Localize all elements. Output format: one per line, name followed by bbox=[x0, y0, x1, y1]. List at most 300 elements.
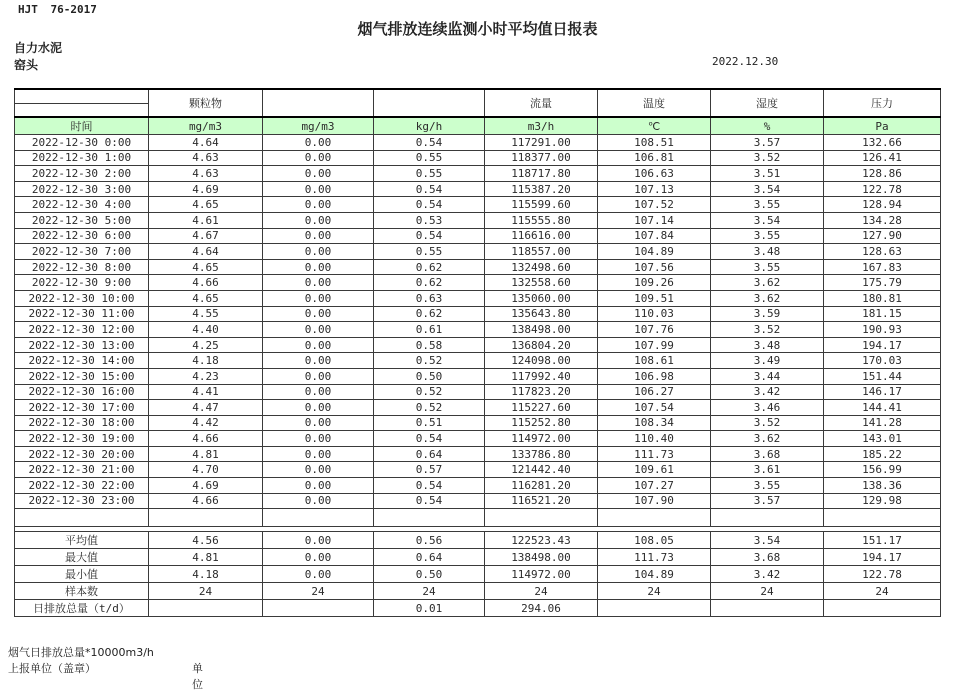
summary-label: 最大值 bbox=[15, 549, 149, 566]
value-cell: 0.63 bbox=[374, 290, 485, 306]
summary-row bbox=[15, 532, 941, 549]
value-cell: 3.55 bbox=[711, 259, 824, 275]
value-cell: 0.54 bbox=[374, 493, 485, 509]
unit-cell: mg/m3 bbox=[263, 117, 374, 135]
value-cell: 4.65 bbox=[149, 259, 263, 275]
table-row bbox=[15, 259, 941, 275]
summary-value-cell: 3.54 bbox=[711, 532, 824, 549]
value-cell: 0.61 bbox=[374, 322, 485, 338]
summary-value-cell: 104.89 bbox=[598, 566, 711, 583]
value-cell: 0.00 bbox=[263, 493, 374, 509]
value-cell: 185.22 bbox=[824, 446, 941, 462]
value-cell: 107.90 bbox=[598, 493, 711, 509]
time-cell: 2022-12-30 1:00 bbox=[15, 150, 149, 166]
table-row bbox=[15, 135, 941, 151]
value-cell: 151.44 bbox=[824, 368, 941, 384]
value-cell: 3.52 bbox=[711, 150, 824, 166]
value-cell: 3.55 bbox=[711, 228, 824, 244]
value-cell: 170.03 bbox=[824, 353, 941, 369]
value-cell: 0.54 bbox=[374, 431, 485, 447]
table-row bbox=[15, 368, 941, 384]
value-cell: 0.64 bbox=[374, 446, 485, 462]
value-cell: 0.50 bbox=[374, 368, 485, 384]
value-cell: 0.00 bbox=[263, 212, 374, 228]
flow-total-note: 烟气日排放总量*10000m3/h bbox=[8, 646, 154, 659]
time-cell: 2022-12-30 21:00 bbox=[15, 462, 149, 478]
value-cell: 117823.20 bbox=[485, 384, 598, 400]
value-cell: 128.86 bbox=[824, 166, 941, 182]
pressure-header-cell: 压力 bbox=[824, 89, 941, 117]
time-column-header: 时间 bbox=[15, 117, 149, 135]
time-cell: 2022-12-30 6:00 bbox=[15, 228, 149, 244]
time-cell: 2022-12-30 13:00 bbox=[15, 337, 149, 353]
value-cell: 4.23 bbox=[149, 368, 263, 384]
value-cell: 115555.80 bbox=[485, 212, 598, 228]
time-cell: 2022-12-30 4:00 bbox=[15, 197, 149, 213]
value-cell: 181.15 bbox=[824, 306, 941, 322]
value-cell: 0.00 bbox=[263, 259, 374, 275]
summary-value-cell: 114972.00 bbox=[485, 566, 598, 583]
unit-cell: % bbox=[711, 117, 824, 135]
value-cell: 4.70 bbox=[149, 462, 263, 478]
value-cell: 0.00 bbox=[263, 244, 374, 260]
table-row bbox=[15, 478, 941, 494]
value-cell: 4.69 bbox=[149, 478, 263, 494]
value-cell: 107.54 bbox=[598, 400, 711, 416]
time-cell: 2022-12-30 2:00 bbox=[15, 166, 149, 182]
value-cell: 0.58 bbox=[374, 337, 485, 353]
value-cell: 0.53 bbox=[374, 212, 485, 228]
value-cell: 3.48 bbox=[711, 244, 824, 260]
value-cell: 107.76 bbox=[598, 322, 711, 338]
table-row bbox=[15, 181, 941, 197]
value-cell: 194.17 bbox=[824, 337, 941, 353]
value-cell: 4.25 bbox=[149, 337, 263, 353]
table-row bbox=[15, 244, 941, 260]
value-cell: 122.78 bbox=[824, 181, 941, 197]
value-cell: 0.00 bbox=[263, 462, 374, 478]
value-cell: 4.63 bbox=[149, 166, 263, 182]
value-cell: 138.36 bbox=[824, 478, 941, 494]
value-cell: 3.46 bbox=[711, 400, 824, 416]
unit-cell: m3/h bbox=[485, 117, 598, 135]
value-cell: 141.28 bbox=[824, 415, 941, 431]
value-cell: 128.63 bbox=[824, 244, 941, 260]
value-cell: 4.64 bbox=[149, 244, 263, 260]
value-cell: 0.00 bbox=[263, 368, 374, 384]
value-cell: 0.00 bbox=[263, 197, 374, 213]
time-cell: 2022-12-30 22:00 bbox=[15, 478, 149, 494]
table-row bbox=[15, 212, 941, 228]
value-cell: 0.57 bbox=[374, 462, 485, 478]
value-cell: 0.62 bbox=[374, 259, 485, 275]
value-cell: 109.61 bbox=[598, 462, 711, 478]
summary-label: 样本数 bbox=[15, 583, 149, 600]
summary-value-cell: 0.64 bbox=[374, 549, 485, 566]
value-cell: 0.00 bbox=[263, 415, 374, 431]
summary-value-cell: 294.06 bbox=[485, 600, 598, 617]
time-cell: 2022-12-30 11:00 bbox=[15, 306, 149, 322]
value-cell: 106.63 bbox=[598, 166, 711, 182]
summary-value-cell bbox=[711, 600, 824, 617]
value-cell: 4.61 bbox=[149, 212, 263, 228]
time-cell: 2022-12-30 15:00 bbox=[15, 368, 149, 384]
value-cell: 121442.40 bbox=[485, 462, 598, 478]
table-row bbox=[15, 462, 941, 478]
value-cell: 4.64 bbox=[149, 135, 263, 151]
value-cell: 4.18 bbox=[149, 353, 263, 369]
summary-value-cell: 4.18 bbox=[149, 566, 263, 583]
summary-value-cell: 24 bbox=[485, 583, 598, 600]
summary-value-cell: 4.81 bbox=[149, 549, 263, 566]
table-row bbox=[15, 446, 941, 462]
value-cell: 3.44 bbox=[711, 368, 824, 384]
value-cell: 4.69 bbox=[149, 181, 263, 197]
value-cell: 117291.00 bbox=[485, 135, 598, 151]
table-row bbox=[15, 353, 941, 369]
summary-value-cell: 108.05 bbox=[598, 532, 711, 549]
monitor-point-name: 窑头 bbox=[14, 58, 39, 72]
table-row bbox=[15, 306, 941, 322]
value-cell: 115387.20 bbox=[485, 181, 598, 197]
value-cell: 180.81 bbox=[824, 290, 941, 306]
summary-value-cell: 122523.43 bbox=[485, 532, 598, 549]
unit-cell: ℃ bbox=[598, 117, 711, 135]
time-cell: 2022-12-30 17:00 bbox=[15, 400, 149, 416]
time-cell: 2022-12-30 14:00 bbox=[15, 353, 149, 369]
value-cell: 132498.60 bbox=[485, 259, 598, 275]
blank-row bbox=[15, 509, 941, 527]
value-cell: 4.42 bbox=[149, 415, 263, 431]
value-cell: 108.51 bbox=[598, 135, 711, 151]
value-cell: 0.55 bbox=[374, 150, 485, 166]
value-cell: 115252.80 bbox=[485, 415, 598, 431]
value-cell: 4.65 bbox=[149, 197, 263, 213]
time-cell: 2022-12-30 8:00 bbox=[15, 259, 149, 275]
value-cell: 0.00 bbox=[263, 135, 374, 151]
table-row bbox=[15, 228, 941, 244]
unit-label: 单位 bbox=[192, 662, 203, 691]
value-cell: 3.52 bbox=[711, 322, 824, 338]
summary-value-cell: 0.56 bbox=[374, 532, 485, 549]
value-cell: 126.41 bbox=[824, 150, 941, 166]
value-cell: 3.42 bbox=[711, 384, 824, 400]
value-cell: 106.27 bbox=[598, 384, 711, 400]
value-cell: 133786.80 bbox=[485, 446, 598, 462]
summary-value-cell: 3.68 bbox=[711, 549, 824, 566]
value-cell: 0.00 bbox=[263, 228, 374, 244]
value-cell: 4.66 bbox=[149, 493, 263, 509]
value-cell: 4.40 bbox=[149, 322, 263, 338]
value-cell: 134.28 bbox=[824, 212, 941, 228]
time-cell: 2022-12-30 9:00 bbox=[15, 275, 149, 291]
value-cell: 114972.00 bbox=[485, 431, 598, 447]
value-cell: 132.66 bbox=[824, 135, 941, 151]
summary-row bbox=[15, 566, 941, 583]
value-cell: 3.62 bbox=[711, 290, 824, 306]
summary-value-cell bbox=[263, 600, 374, 617]
summary-value-cell: 0.00 bbox=[263, 532, 374, 549]
value-cell: 3.54 bbox=[711, 181, 824, 197]
time-cell: 2022-12-30 10:00 bbox=[15, 290, 149, 306]
unit-header-row bbox=[15, 117, 941, 135]
value-cell: 109.26 bbox=[598, 275, 711, 291]
value-cell: 107.14 bbox=[598, 212, 711, 228]
time-cell: 2022-12-30 19:00 bbox=[15, 431, 149, 447]
value-cell: 4.41 bbox=[149, 384, 263, 400]
value-cell: 0.54 bbox=[374, 181, 485, 197]
pm-header-cell: 颗粒物 bbox=[149, 89, 263, 117]
value-cell: 127.90 bbox=[824, 228, 941, 244]
value-cell: 146.17 bbox=[824, 384, 941, 400]
value-cell: 128.94 bbox=[824, 197, 941, 213]
value-cell: 0.55 bbox=[374, 244, 485, 260]
value-cell: 3.68 bbox=[711, 446, 824, 462]
value-cell: 3.54 bbox=[711, 212, 824, 228]
value-cell: 116521.20 bbox=[485, 493, 598, 509]
time-cell: 2022-12-30 16:00 bbox=[15, 384, 149, 400]
value-cell: 3.55 bbox=[711, 197, 824, 213]
blank-cell bbox=[263, 509, 374, 527]
value-cell: 0.54 bbox=[374, 478, 485, 494]
value-cell: 104.89 bbox=[598, 244, 711, 260]
value-cell: 0.00 bbox=[263, 322, 374, 338]
value-cell: 0.00 bbox=[263, 150, 374, 166]
summary-row bbox=[15, 600, 941, 617]
time-cell: 2022-12-30 23:00 bbox=[15, 493, 149, 509]
report-unit-label: 上报单位（盖章） bbox=[8, 662, 96, 675]
value-cell: 116281.20 bbox=[485, 478, 598, 494]
table-row bbox=[15, 415, 941, 431]
group-header-row bbox=[15, 89, 941, 103]
value-cell: 107.52 bbox=[598, 197, 711, 213]
time-cell: 2022-12-30 20:00 bbox=[15, 446, 149, 462]
value-cell: 135060.00 bbox=[485, 290, 598, 306]
flow-header-cell: 流量 bbox=[485, 89, 598, 117]
value-cell: 4.65 bbox=[149, 290, 263, 306]
value-cell: 124098.00 bbox=[485, 353, 598, 369]
value-cell: 118377.00 bbox=[485, 150, 598, 166]
summary-row bbox=[15, 583, 941, 600]
value-cell: 107.99 bbox=[598, 337, 711, 353]
value-cell: 3.49 bbox=[711, 353, 824, 369]
summary-value-cell bbox=[598, 600, 711, 617]
summary-value-cell: 111.73 bbox=[598, 549, 711, 566]
summary-value-cell: 24 bbox=[598, 583, 711, 600]
blank-cell bbox=[485, 509, 598, 527]
value-cell: 0.00 bbox=[263, 181, 374, 197]
summary-value-cell: 24 bbox=[263, 583, 374, 600]
value-cell: 3.57 bbox=[711, 135, 824, 151]
unit-cell: kg/h bbox=[374, 117, 485, 135]
time-header-bottom-cell bbox=[15, 103, 149, 117]
value-cell: 108.34 bbox=[598, 415, 711, 431]
summary-value-cell: 151.17 bbox=[824, 532, 941, 549]
time-cell: 2022-12-30 3:00 bbox=[15, 181, 149, 197]
value-cell: 4.67 bbox=[149, 228, 263, 244]
value-cell: 3.59 bbox=[711, 306, 824, 322]
value-cell: 110.03 bbox=[598, 306, 711, 322]
value-cell: 3.55 bbox=[711, 478, 824, 494]
value-cell: 3.51 bbox=[711, 166, 824, 182]
value-cell: 3.57 bbox=[711, 493, 824, 509]
summary-label: 日排放总量（t/d） bbox=[15, 600, 149, 617]
value-cell: 107.27 bbox=[598, 478, 711, 494]
monitoring-report-table bbox=[14, 88, 941, 617]
page-title: 烟气排放连续监测小时平均值日报表 bbox=[357, 20, 598, 38]
value-cell: 0.00 bbox=[263, 478, 374, 494]
value-cell: 4.66 bbox=[149, 431, 263, 447]
value-cell: 132558.60 bbox=[485, 275, 598, 291]
empty-header-cell bbox=[374, 89, 485, 117]
value-cell: 4.55 bbox=[149, 306, 263, 322]
value-cell: 0.62 bbox=[374, 275, 485, 291]
unit-cell: mg/m3 bbox=[149, 117, 263, 135]
value-cell: 3.61 bbox=[711, 462, 824, 478]
value-cell: 3.62 bbox=[711, 431, 824, 447]
value-cell: 116616.00 bbox=[485, 228, 598, 244]
value-cell: 135643.80 bbox=[485, 306, 598, 322]
value-cell: 0.00 bbox=[263, 306, 374, 322]
value-cell: 0.00 bbox=[263, 353, 374, 369]
value-cell: 175.79 bbox=[824, 275, 941, 291]
value-cell: 115599.60 bbox=[485, 197, 598, 213]
table-row bbox=[15, 431, 941, 447]
value-cell: 117992.40 bbox=[485, 368, 598, 384]
humidity-header-cell: 湿度 bbox=[711, 89, 824, 117]
value-cell: 4.66 bbox=[149, 275, 263, 291]
unit-cell: Pa bbox=[824, 117, 941, 135]
value-cell: 129.98 bbox=[824, 493, 941, 509]
table-row bbox=[15, 275, 941, 291]
value-cell: 107.13 bbox=[598, 181, 711, 197]
empty-header-cell bbox=[263, 89, 374, 117]
value-cell: 156.99 bbox=[824, 462, 941, 478]
report-date: 2022.12.30 bbox=[712, 55, 779, 68]
table-row bbox=[15, 337, 941, 353]
table-row bbox=[15, 290, 941, 306]
value-cell: 190.93 bbox=[824, 322, 941, 338]
value-cell: 143.01 bbox=[824, 431, 941, 447]
value-cell: 0.54 bbox=[374, 135, 485, 151]
value-cell: 0.62 bbox=[374, 306, 485, 322]
summary-value-cell: 4.56 bbox=[149, 532, 263, 549]
summary-value-cell: 194.17 bbox=[824, 549, 941, 566]
value-cell: 0.00 bbox=[263, 400, 374, 416]
value-cell: 0.00 bbox=[263, 275, 374, 291]
blank-cell bbox=[824, 509, 941, 527]
summary-value-cell: 24 bbox=[711, 583, 824, 600]
summary-value-cell: 138498.00 bbox=[485, 549, 598, 566]
value-cell: 0.00 bbox=[263, 337, 374, 353]
time-cell: 2022-12-30 18:00 bbox=[15, 415, 149, 431]
value-cell: 0.00 bbox=[263, 166, 374, 182]
table-row bbox=[15, 400, 941, 416]
value-cell: 0.52 bbox=[374, 384, 485, 400]
value-cell: 0.00 bbox=[263, 384, 374, 400]
value-cell: 0.51 bbox=[374, 415, 485, 431]
time-cell: 2022-12-30 7:00 bbox=[15, 244, 149, 260]
value-cell: 111.73 bbox=[598, 446, 711, 462]
table-row bbox=[15, 197, 941, 213]
value-cell: 0.00 bbox=[263, 290, 374, 306]
value-cell: 0.00 bbox=[263, 431, 374, 447]
value-cell: 0.54 bbox=[374, 228, 485, 244]
value-cell: 108.61 bbox=[598, 353, 711, 369]
summary-label: 最小值 bbox=[15, 566, 149, 583]
table-row bbox=[15, 493, 941, 509]
time-cell: 2022-12-30 12:00 bbox=[15, 322, 149, 338]
summary-value-cell: 24 bbox=[374, 583, 485, 600]
summary-value-cell: 24 bbox=[824, 583, 941, 600]
summary-value-cell: 0.01 bbox=[374, 600, 485, 617]
summary-row bbox=[15, 549, 941, 566]
value-cell: 115227.60 bbox=[485, 400, 598, 416]
summary-value-cell: 0.00 bbox=[263, 549, 374, 566]
value-cell: 144.41 bbox=[824, 400, 941, 416]
value-cell: 118717.80 bbox=[485, 166, 598, 182]
time-cell: 2022-12-30 0:00 bbox=[15, 135, 149, 151]
value-cell: 106.81 bbox=[598, 150, 711, 166]
value-cell: 4.63 bbox=[149, 150, 263, 166]
summary-value-cell: 122.78 bbox=[824, 566, 941, 583]
temperature-header-cell: 温度 bbox=[598, 89, 711, 117]
value-cell: 0.52 bbox=[374, 353, 485, 369]
blank-cell bbox=[711, 509, 824, 527]
value-cell: 138498.00 bbox=[485, 322, 598, 338]
company-name: 自力水泥 bbox=[14, 41, 63, 55]
table-row bbox=[15, 166, 941, 182]
table-row bbox=[15, 150, 941, 166]
value-cell: 106.98 bbox=[598, 368, 711, 384]
value-cell: 118557.00 bbox=[485, 244, 598, 260]
table-row bbox=[15, 384, 941, 400]
time-cell: 2022-12-30 5:00 bbox=[15, 212, 149, 228]
table-row bbox=[15, 322, 941, 338]
summary-value-cell: 0.00 bbox=[263, 566, 374, 583]
data-rows bbox=[15, 135, 941, 509]
value-cell: 4.47 bbox=[149, 400, 263, 416]
value-cell: 0.54 bbox=[374, 197, 485, 213]
value-cell: 110.40 bbox=[598, 431, 711, 447]
blank-cell bbox=[149, 509, 263, 527]
value-cell: 0.52 bbox=[374, 400, 485, 416]
value-cell: 107.56 bbox=[598, 259, 711, 275]
value-cell: 3.48 bbox=[711, 337, 824, 353]
summary-value-cell bbox=[824, 600, 941, 617]
time-header-top-cell bbox=[15, 89, 149, 103]
summary-value-cell: 3.42 bbox=[711, 566, 824, 583]
value-cell: 109.51 bbox=[598, 290, 711, 306]
value-cell: 4.81 bbox=[149, 446, 263, 462]
summary-rows bbox=[15, 532, 941, 617]
summary-value-cell: 24 bbox=[149, 583, 263, 600]
value-cell: 167.83 bbox=[824, 259, 941, 275]
value-cell: 107.84 bbox=[598, 228, 711, 244]
value-cell: 3.62 bbox=[711, 275, 824, 291]
value-cell: 0.00 bbox=[263, 446, 374, 462]
blank-cell bbox=[598, 509, 711, 527]
value-cell: 136804.20 bbox=[485, 337, 598, 353]
blank-cell bbox=[15, 509, 149, 527]
value-cell: 3.52 bbox=[711, 415, 824, 431]
summary-value-cell: 0.50 bbox=[374, 566, 485, 583]
blank-cell bbox=[374, 509, 485, 527]
summary-value-cell bbox=[149, 600, 263, 617]
doc-standard-code: HJT 76-2017 bbox=[18, 3, 97, 16]
summary-label: 平均值 bbox=[15, 532, 149, 549]
value-cell: 0.55 bbox=[374, 166, 485, 182]
